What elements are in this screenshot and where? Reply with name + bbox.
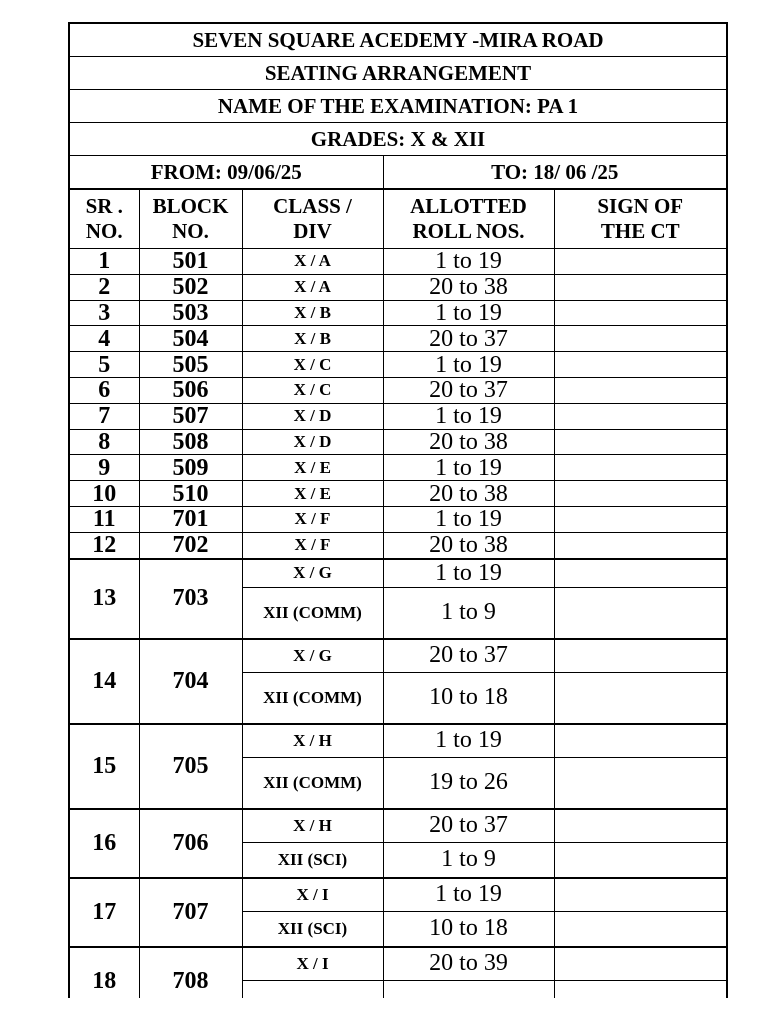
table-row bbox=[70, 403, 726, 429]
sign-of-ct-cell[interactable] bbox=[554, 506, 726, 532]
sr-no-cell: 6 bbox=[70, 377, 139, 403]
class-div-cell: X / E bbox=[242, 481, 383, 507]
allotted-roll-cell: 20 to 37 bbox=[383, 809, 554, 843]
sr-no-cell: 14 bbox=[70, 639, 139, 724]
seating-table bbox=[70, 189, 726, 998]
sign-of-ct-cell[interactable] bbox=[554, 639, 726, 673]
class-div-cell: X / D bbox=[242, 403, 383, 429]
sign-of-ct-cell[interactable] bbox=[554, 403, 726, 429]
block-no-cell: 705 bbox=[139, 724, 242, 809]
table-row bbox=[70, 809, 726, 843]
block-no-cell: 510 bbox=[139, 481, 242, 507]
document-title: SEATING ARRANGEMENT bbox=[70, 57, 726, 90]
table-row bbox=[70, 300, 726, 326]
allotted-roll-cell: 20 to 37 bbox=[383, 377, 554, 403]
block-no-cell: 506 bbox=[139, 377, 242, 403]
table-row bbox=[70, 481, 726, 507]
allotted-roll-cell: 20 to 38 bbox=[383, 429, 554, 455]
sign-of-ct-cell[interactable] bbox=[554, 559, 726, 588]
block-no-cell: 708 bbox=[139, 947, 242, 998]
sign-of-ct-cell[interactable] bbox=[554, 326, 726, 352]
allotted-roll-cell: 1 to 19 bbox=[383, 455, 554, 481]
block-no-cell: 707 bbox=[139, 878, 242, 947]
class-div-cell: X / B bbox=[242, 300, 383, 326]
class-div-cell: X / A bbox=[242, 274, 383, 300]
class-div-cell: XII (COMM) bbox=[242, 672, 383, 724]
sign-of-ct-cell[interactable] bbox=[554, 481, 726, 507]
block-no-cell: 508 bbox=[139, 429, 242, 455]
allotted-roll-cell: 20 to 37 bbox=[383, 326, 554, 352]
allotted-roll-cell: 1 to 19 bbox=[383, 300, 554, 326]
sign-of-ct-cell[interactable] bbox=[554, 455, 726, 481]
class-div-cell: XII (COMM) bbox=[242, 587, 383, 639]
sign-of-ct-cell[interactable] bbox=[554, 911, 726, 947]
class-div-cell bbox=[242, 980, 383, 998]
sr-no-cell: 18 bbox=[70, 947, 139, 998]
sr-no-cell: 2 bbox=[70, 274, 139, 300]
sign-of-ct-cell[interactable] bbox=[554, 274, 726, 300]
sr-no-cell: 1 bbox=[70, 249, 139, 275]
class-div-header: CLASS / DIV bbox=[242, 190, 383, 249]
table-row bbox=[70, 429, 726, 455]
allotted-roll-cell: 1 to 19 bbox=[383, 878, 554, 912]
table-row bbox=[70, 506, 726, 532]
sign-of-ct-cell[interactable] bbox=[554, 757, 726, 809]
sr-no-cell: 4 bbox=[70, 326, 139, 352]
seating-arrangement-sheet bbox=[68, 22, 728, 998]
allotted-roll-cell: 20 to 37 bbox=[383, 639, 554, 673]
sign-of-ct-cell[interactable] bbox=[554, 724, 726, 758]
from-date: FROM: 09/06/25 bbox=[70, 156, 383, 189]
allotted-roll-cell: 1 to 9 bbox=[383, 842, 554, 878]
table-row bbox=[70, 532, 726, 558]
sr-no-cell: 7 bbox=[70, 403, 139, 429]
block-no-cell: 706 bbox=[139, 809, 242, 878]
allotted-roll-cell: 1 to 9 bbox=[383, 587, 554, 639]
class-div-cell: X / I bbox=[242, 947, 383, 981]
allotted-roll-cell bbox=[383, 980, 554, 998]
class-div-cell: X / A bbox=[242, 249, 383, 275]
class-div-cell: X / H bbox=[242, 724, 383, 758]
class-div-cell: XII (SCI) bbox=[242, 911, 383, 947]
sr-no-cell: 15 bbox=[70, 724, 139, 809]
allotted-roll-cell: 1 to 19 bbox=[383, 249, 554, 275]
block-no-cell: 702 bbox=[139, 532, 242, 558]
block-no-cell: 504 bbox=[139, 326, 242, 352]
block-no-cell: 505 bbox=[139, 352, 242, 378]
class-div-cell: X / D bbox=[242, 429, 383, 455]
sr-no-header: SR . NO. bbox=[70, 190, 139, 249]
table-row bbox=[70, 352, 726, 378]
class-div-cell: X / F bbox=[242, 532, 383, 558]
table-row bbox=[70, 559, 726, 588]
sign-of-ct-header: SIGN OF THE CT bbox=[554, 190, 726, 249]
table-row bbox=[70, 455, 726, 481]
block-no-header: BLOCK NO. bbox=[139, 190, 242, 249]
table-row bbox=[70, 326, 726, 352]
table-row bbox=[70, 377, 726, 403]
sr-no-cell: 12 bbox=[70, 532, 139, 558]
class-div-cell: X / G bbox=[242, 559, 383, 588]
block-no-cell: 501 bbox=[139, 249, 242, 275]
sr-no-cell: 11 bbox=[70, 506, 139, 532]
block-no-cell: 509 bbox=[139, 455, 242, 481]
allotted-roll-cell: 20 to 38 bbox=[383, 532, 554, 558]
sr-no-cell: 17 bbox=[70, 878, 139, 947]
sign-of-ct-cell[interactable] bbox=[554, 980, 726, 998]
to-date: TO: 18/ 06 /25 bbox=[383, 156, 726, 189]
sign-of-ct-cell[interactable] bbox=[554, 249, 726, 275]
allotted-roll-cell: 10 to 18 bbox=[383, 672, 554, 724]
sr-no-cell: 8 bbox=[70, 429, 139, 455]
table-row bbox=[70, 878, 726, 912]
allotted-roll-cell: 1 to 19 bbox=[383, 506, 554, 532]
allotted-roll-header: ALLOTTED ROLL NOS. bbox=[383, 190, 554, 249]
class-div-cell: XII (SCI) bbox=[242, 842, 383, 878]
sr-no-cell: 5 bbox=[70, 352, 139, 378]
allotted-roll-cell: 1 to 19 bbox=[383, 724, 554, 758]
class-div-cell: X / G bbox=[242, 639, 383, 673]
exam-name: NAME OF THE EXAMINATION: PA 1 bbox=[70, 90, 726, 123]
sign-of-ct-cell[interactable] bbox=[554, 842, 726, 878]
class-div-cell: XII (COMM) bbox=[242, 757, 383, 809]
allotted-roll-cell: 1 to 19 bbox=[383, 559, 554, 588]
table-row bbox=[70, 249, 726, 275]
header-table bbox=[70, 24, 726, 189]
allotted-roll-cell: 1 to 19 bbox=[383, 352, 554, 378]
class-div-cell: X / E bbox=[242, 455, 383, 481]
block-no-cell: 502 bbox=[139, 274, 242, 300]
allotted-roll-cell: 1 to 19 bbox=[383, 403, 554, 429]
sr-no-cell: 10 bbox=[70, 481, 139, 507]
allotted-roll-cell: 10 to 18 bbox=[383, 911, 554, 947]
sign-of-ct-cell[interactable] bbox=[554, 878, 726, 912]
table-row bbox=[70, 947, 726, 981]
sign-of-ct-cell[interactable] bbox=[554, 947, 726, 981]
table-row bbox=[70, 724, 726, 758]
block-no-cell: 703 bbox=[139, 559, 242, 639]
allotted-roll-cell: 20 to 38 bbox=[383, 274, 554, 300]
sign-of-ct-cell[interactable] bbox=[554, 672, 726, 724]
sign-of-ct-cell[interactable] bbox=[554, 352, 726, 378]
grades: GRADES: X & XII bbox=[70, 123, 726, 156]
class-div-cell: X / I bbox=[242, 878, 383, 912]
sign-of-ct-cell[interactable] bbox=[554, 532, 726, 558]
sr-no-cell: 3 bbox=[70, 300, 139, 326]
class-div-cell: X / B bbox=[242, 326, 383, 352]
sr-no-cell: 13 bbox=[70, 559, 139, 639]
allotted-roll-cell: 20 to 38 bbox=[383, 481, 554, 507]
class-div-cell: X / H bbox=[242, 809, 383, 843]
block-no-cell: 704 bbox=[139, 639, 242, 724]
allotted-roll-cell: 19 to 26 bbox=[383, 757, 554, 809]
sign-of-ct-cell[interactable] bbox=[554, 587, 726, 639]
block-no-cell: 507 bbox=[139, 403, 242, 429]
class-div-cell: X / C bbox=[242, 352, 383, 378]
block-no-cell: 701 bbox=[139, 506, 242, 532]
class-div-cell: X / C bbox=[242, 377, 383, 403]
sign-of-ct-cell[interactable] bbox=[554, 377, 726, 403]
table-row bbox=[70, 639, 726, 673]
sign-of-ct-cell[interactable] bbox=[554, 809, 726, 843]
allotted-roll-cell: 20 to 39 bbox=[383, 947, 554, 981]
sign-of-ct-cell[interactable] bbox=[554, 429, 726, 455]
column-headers bbox=[70, 190, 726, 249]
table-row bbox=[70, 274, 726, 300]
class-div-cell: X / F bbox=[242, 506, 383, 532]
school-name: SEVEN SQUARE ACEDEMY -MIRA ROAD bbox=[70, 24, 726, 57]
sr-no-cell: 16 bbox=[70, 809, 139, 878]
block-no-cell: 503 bbox=[139, 300, 242, 326]
sign-of-ct-cell[interactable] bbox=[554, 300, 726, 326]
sr-no-cell: 9 bbox=[70, 455, 139, 481]
